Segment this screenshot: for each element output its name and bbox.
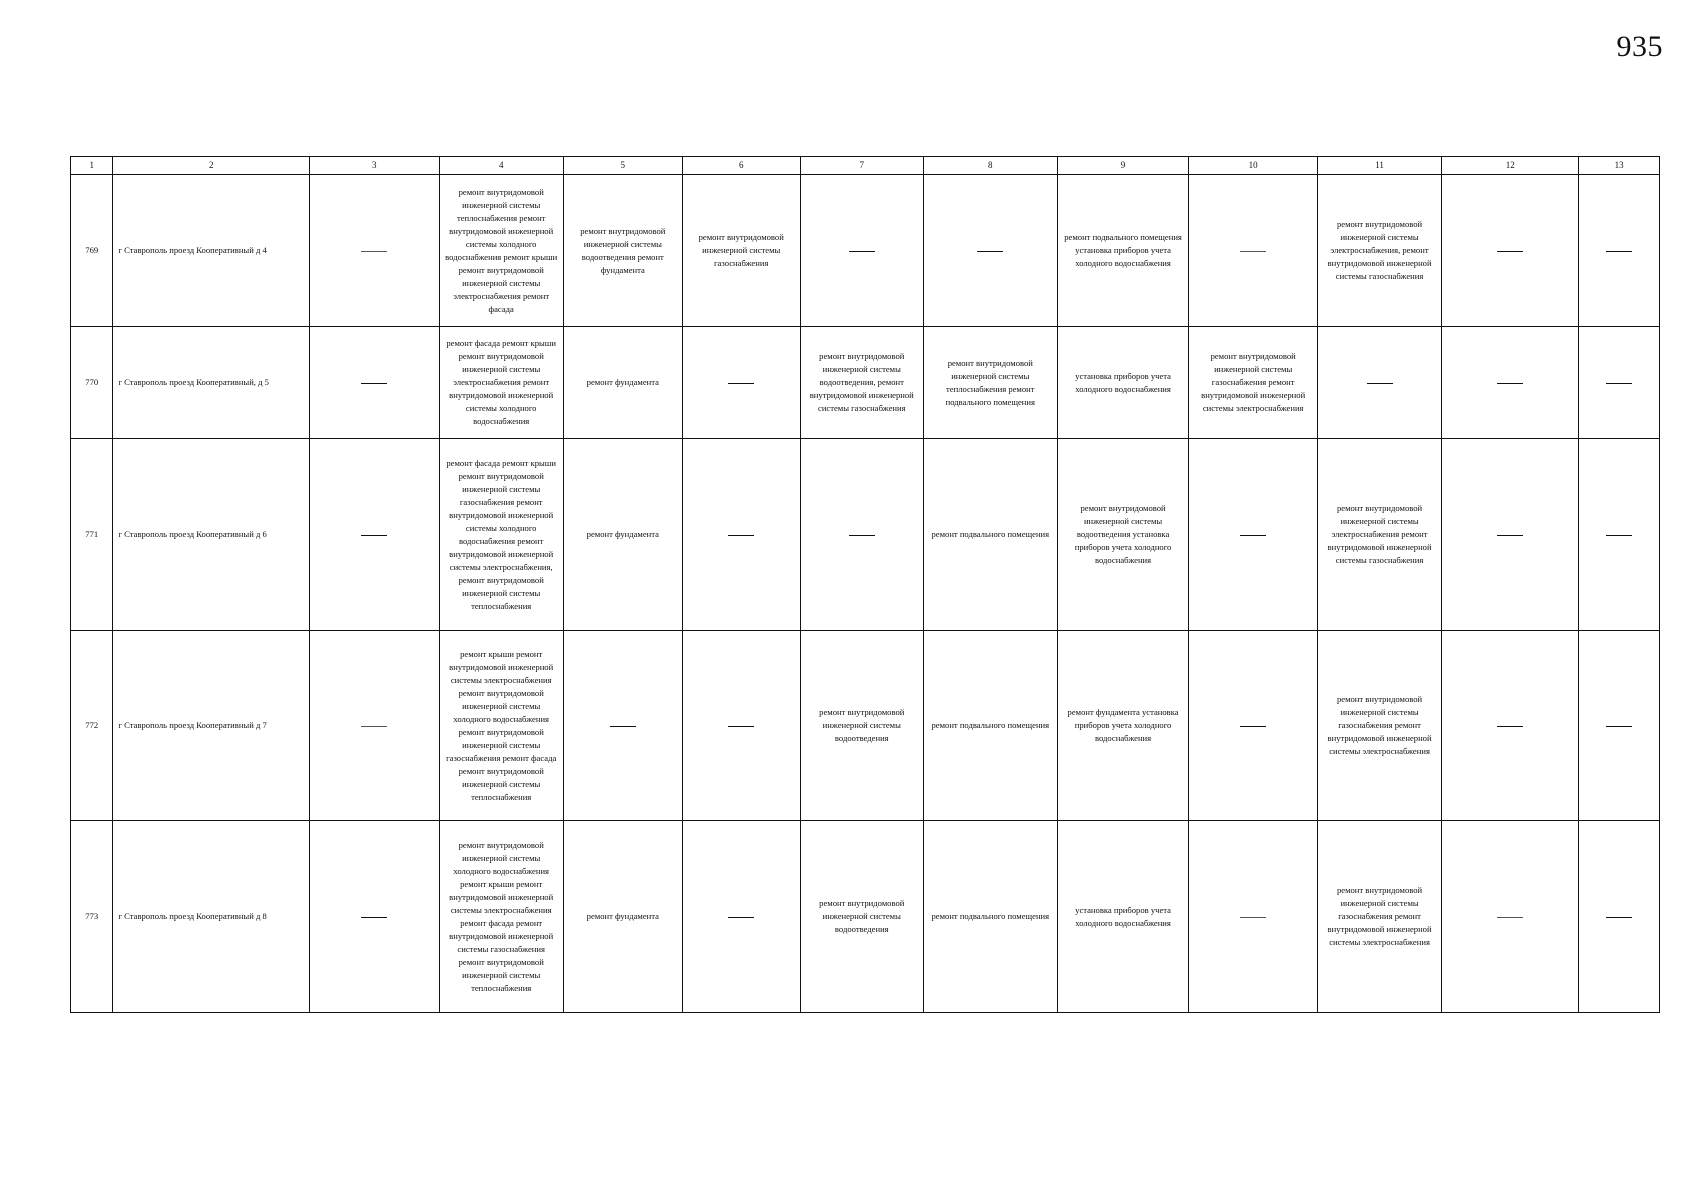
address-cell bbox=[113, 631, 310, 821]
address-cell bbox=[113, 821, 310, 1013]
work-type-cell-col10 bbox=[1189, 631, 1318, 821]
work-type-cell-col4 bbox=[439, 821, 563, 1013]
column-number-3: 3 bbox=[309, 157, 439, 175]
work-type-cell-col10 bbox=[1189, 175, 1318, 327]
table-row bbox=[71, 821, 1660, 1013]
empty-dash-mark bbox=[728, 535, 754, 536]
work-type-cell-col4 bbox=[439, 175, 563, 327]
address-cell bbox=[113, 327, 310, 439]
address-text: г Ставрополь проезд Кооперативный, д 5 bbox=[118, 377, 269, 387]
work-description: ремонт внутридомовой инженерной системы газоснабжения ремонт внутридомовой инженерной системы электроснабжения bbox=[1327, 694, 1432, 756]
address-cell bbox=[113, 439, 310, 631]
column-number-13: 13 bbox=[1579, 157, 1660, 175]
work-description: ремонт фундамента bbox=[586, 911, 659, 921]
work-description: установка приборов учета холодного водоснабжения bbox=[1075, 370, 1171, 394]
column-number-10: 10 bbox=[1189, 157, 1318, 175]
work-type-cell-col5 bbox=[563, 175, 682, 327]
work-type-cell-col11 bbox=[1317, 631, 1441, 821]
work-type-cell-col12 bbox=[1442, 327, 1579, 439]
work-type-cell-col4 bbox=[439, 439, 563, 631]
column-number-2: 2 bbox=[113, 157, 310, 175]
empty-dash-mark bbox=[849, 251, 875, 252]
work-type-cell-col10 bbox=[1189, 821, 1318, 1013]
work-type-cell-col11 bbox=[1317, 327, 1441, 439]
work-description: ремонт фасада ремонт крыши ремонт внутридомовой инженерной системы газоснабжения ремонт внутридомовой инженерной системы холодного водоснабжения ремонт внутридомовой инженерной системы электроснабжения, ремонт внутридомовой инженерной системы теплоснабжения bbox=[446, 457, 556, 611]
work-type-cell-col12 bbox=[1442, 439, 1579, 631]
work-description: ремонт подвального помещения установка приборов учета холодного водоснабжения bbox=[1064, 232, 1182, 268]
work-type-cell-col10 bbox=[1189, 439, 1318, 631]
work-description: ремонт внутридомовой инженерной системы водоотведения ремонт фундамента bbox=[580, 225, 666, 275]
empty-dash-mark bbox=[1497, 917, 1523, 918]
work-description: ремонт внутридомовой инженерной системы электроснабжения ремонт внутридомовой инженерной системы газоснабжения bbox=[1327, 503, 1432, 565]
empty-dash-mark bbox=[1240, 917, 1266, 918]
work-type-cell-col3 bbox=[309, 175, 439, 327]
work-description: ремонт внутридомовой инженерной системы газоснабжения bbox=[698, 232, 784, 268]
work-type-cell-col5 bbox=[563, 439, 682, 631]
work-type-cell-col5 bbox=[563, 821, 682, 1013]
empty-dash-mark bbox=[1497, 535, 1523, 536]
empty-dash-mark bbox=[1240, 535, 1266, 536]
column-number-6: 6 bbox=[682, 157, 800, 175]
empty-dash-mark bbox=[1497, 383, 1523, 384]
empty-dash-mark bbox=[1606, 726, 1632, 727]
work-type-cell-col10 bbox=[1189, 327, 1318, 439]
work-type-cell-col8 bbox=[923, 175, 1057, 327]
empty-dash-mark bbox=[849, 535, 875, 536]
work-description: ремонт фундамента bbox=[586, 377, 659, 387]
column-number-8: 8 bbox=[923, 157, 1057, 175]
work-description: ремонт подвального помещения bbox=[931, 911, 1050, 921]
work-description: ремонт фундамента bbox=[586, 529, 659, 539]
work-description: ремонт фундамента установка приборов учета холодного водоснабжения bbox=[1067, 707, 1179, 743]
empty-dash-mark bbox=[361, 383, 387, 384]
address-text: г Ставрополь проезд Кооперативный д 6 bbox=[118, 529, 267, 539]
empty-dash-mark bbox=[1606, 535, 1632, 536]
row-number-cell bbox=[71, 631, 113, 821]
work-type-cell-col4 bbox=[439, 631, 563, 821]
table-row bbox=[71, 439, 1660, 631]
work-description: ремонт подвального помещения bbox=[931, 529, 1050, 539]
empty-dash-mark bbox=[728, 917, 754, 918]
table-row bbox=[71, 327, 1660, 439]
empty-dash-mark bbox=[728, 726, 754, 727]
empty-dash-mark bbox=[1606, 917, 1632, 918]
work-type-cell-col6 bbox=[682, 439, 800, 631]
work-description: ремонт внутридомовой инженерной системы водоотведения bbox=[819, 898, 905, 934]
column-number-9: 9 bbox=[1057, 157, 1189, 175]
empty-dash-mark bbox=[977, 251, 1003, 252]
work-type-cell-col11 bbox=[1317, 175, 1441, 327]
table-row bbox=[71, 631, 1660, 821]
work-type-cell-col13 bbox=[1579, 821, 1660, 1013]
empty-dash-mark bbox=[610, 726, 636, 727]
work-type-cell-col8 bbox=[923, 439, 1057, 631]
work-type-cell-col9 bbox=[1057, 631, 1189, 821]
work-type-cell-col7 bbox=[800, 175, 923, 327]
column-number-12: 12 bbox=[1442, 157, 1579, 175]
work-type-cell-col8 bbox=[923, 327, 1057, 439]
table-header bbox=[71, 157, 1660, 175]
address-cell bbox=[113, 175, 310, 327]
work-type-cell-col7 bbox=[800, 821, 923, 1013]
work-description: ремонт подвального помещения bbox=[931, 720, 1050, 730]
empty-dash-mark bbox=[1606, 383, 1632, 384]
work-type-cell-col11 bbox=[1317, 439, 1441, 631]
work-type-cell-col13 bbox=[1579, 175, 1660, 327]
row-number-cell bbox=[71, 327, 113, 439]
row-number-cell bbox=[71, 175, 113, 327]
work-description: ремонт фасада ремонт крыши ремонт внутридомовой инженерной системы электроснабжения ремонт внутридомовой инженерной системы холодного водоснабжения bbox=[446, 338, 556, 426]
work-type-cell-col5 bbox=[563, 631, 682, 821]
work-description: ремонт внутридомовой инженерной системы водоотведения bbox=[819, 707, 905, 743]
empty-dash-mark bbox=[361, 917, 387, 918]
header-row bbox=[71, 157, 1660, 175]
work-description: ремонт внутридомовой инженерной системы водоотведения, ремонт внутридомовой инженерной системы газоснабжения bbox=[809, 351, 914, 413]
work-description: ремонт крыши ремонт внутридомовой инженерной системы электроснабжения ремонт внутридомовой инженерной системы холодного водоснабжения ремонт внутридомовой инженерной системы газоснабжения ремонт фасада ремонт внутридомовой инженерной системы теплоснабжения bbox=[446, 648, 557, 802]
work-type-cell-col9 bbox=[1057, 821, 1189, 1013]
column-number-4: 4 bbox=[439, 157, 563, 175]
row-number: 770 bbox=[85, 377, 99, 387]
empty-dash-mark bbox=[361, 535, 387, 536]
column-number-5: 5 bbox=[563, 157, 682, 175]
work-type-cell-col7 bbox=[800, 631, 923, 821]
work-type-cell-col9 bbox=[1057, 175, 1189, 327]
empty-dash-mark bbox=[1606, 251, 1632, 252]
work-description: установка приборов учета холодного водоснабжения bbox=[1075, 904, 1171, 928]
work-type-cell-col9 bbox=[1057, 439, 1189, 631]
address-text: г Ставрополь проезд Кооперативный д 4 bbox=[118, 245, 267, 255]
work-type-cell-col8 bbox=[923, 631, 1057, 821]
row-number-cell bbox=[71, 439, 113, 631]
work-type-cell-col9 bbox=[1057, 327, 1189, 439]
work-type-cell-col3 bbox=[309, 631, 439, 821]
work-type-cell-col6 bbox=[682, 327, 800, 439]
address-text: г Ставрополь проезд Кооперативный д 7 bbox=[118, 720, 267, 730]
address-text: г Ставрополь проезд Кооперативный д 8 bbox=[118, 911, 267, 921]
work-type-cell-col6 bbox=[682, 175, 800, 327]
column-number-1: 1 bbox=[71, 157, 113, 175]
work-description: ремонт внутридомовой инженерной системы теплоснабжения ремонт подвального помещения bbox=[945, 357, 1035, 407]
empty-dash-mark bbox=[361, 726, 387, 727]
row-number: 772 bbox=[85, 720, 99, 730]
work-type-cell-col8 bbox=[923, 821, 1057, 1013]
work-description: ремонт внутридомовой инженерной системы электроснабжения, ремонт внутридомовой инженерной системы газоснабжения bbox=[1327, 219, 1432, 281]
work-type-cell-col13 bbox=[1579, 631, 1660, 821]
work-type-cell-col6 bbox=[682, 821, 800, 1013]
row-number: 771 bbox=[85, 529, 99, 539]
column-number-7: 7 bbox=[800, 157, 923, 175]
empty-dash-mark bbox=[728, 383, 754, 384]
work-type-cell-col7 bbox=[800, 327, 923, 439]
work-type-cell-col3 bbox=[309, 821, 439, 1013]
work-type-cell-col12 bbox=[1442, 631, 1579, 821]
empty-dash-mark bbox=[1367, 383, 1393, 384]
work-description: ремонт внутридомовой инженерной системы теплоснабжения ремонт внутридомовой инженерной системы холодного водоснабжения ремонт крыши ремонт внутридомовой инженерной системы электроснабжения ремонт фасада bbox=[445, 186, 558, 314]
repair-schedule-table bbox=[70, 156, 1660, 1013]
column-number-11: 11 bbox=[1317, 157, 1441, 175]
work-type-cell-col12 bbox=[1442, 821, 1579, 1013]
work-type-cell-col7 bbox=[800, 439, 923, 631]
empty-dash-mark bbox=[1240, 726, 1266, 727]
empty-dash-mark bbox=[1240, 251, 1266, 252]
work-type-cell-col13 bbox=[1579, 439, 1660, 631]
work-description: ремонт внутридомовой инженерной системы газоснабжения ремонт внутридомовой инженерной системы электроснабжения bbox=[1327, 885, 1432, 947]
work-type-cell-col3 bbox=[309, 327, 439, 439]
empty-dash-mark bbox=[1497, 726, 1523, 727]
work-type-cell-col11 bbox=[1317, 821, 1441, 1013]
work-description: ремонт внутридомовой инженерной системы газоснабжения ремонт внутридомовой инженерной системы электроснабжения bbox=[1201, 351, 1306, 413]
table-body bbox=[71, 175, 1660, 1013]
work-type-cell-col13 bbox=[1579, 327, 1660, 439]
work-description: ремонт внутридомовой инженерной системы водоотведения установка приборов учета холодного водоснабжения bbox=[1074, 503, 1172, 565]
work-type-cell-col6 bbox=[682, 631, 800, 821]
work-type-cell-col12 bbox=[1442, 175, 1579, 327]
row-number: 773 bbox=[85, 911, 99, 921]
page-number: 935 bbox=[1616, 30, 1663, 63]
work-type-cell-col3 bbox=[309, 439, 439, 631]
work-description: ремонт внутридомовой инженерной системы холодного водоснабжения ремонт крыши ремонт внутридомовой инженерной системы электроснабжения ремонт фасада ремонт внутридомовой инженерной системы газоснабжения ремонт внутридомовой инженерной системы теплоснабжения bbox=[449, 839, 554, 993]
row-number: 769 bbox=[85, 245, 99, 255]
empty-dash-mark bbox=[1497, 251, 1523, 252]
table-row bbox=[71, 175, 1660, 327]
work-type-cell-col5 bbox=[563, 327, 682, 439]
row-number-cell bbox=[71, 821, 113, 1013]
empty-dash-mark bbox=[361, 251, 387, 252]
work-type-cell-col4 bbox=[439, 327, 563, 439]
